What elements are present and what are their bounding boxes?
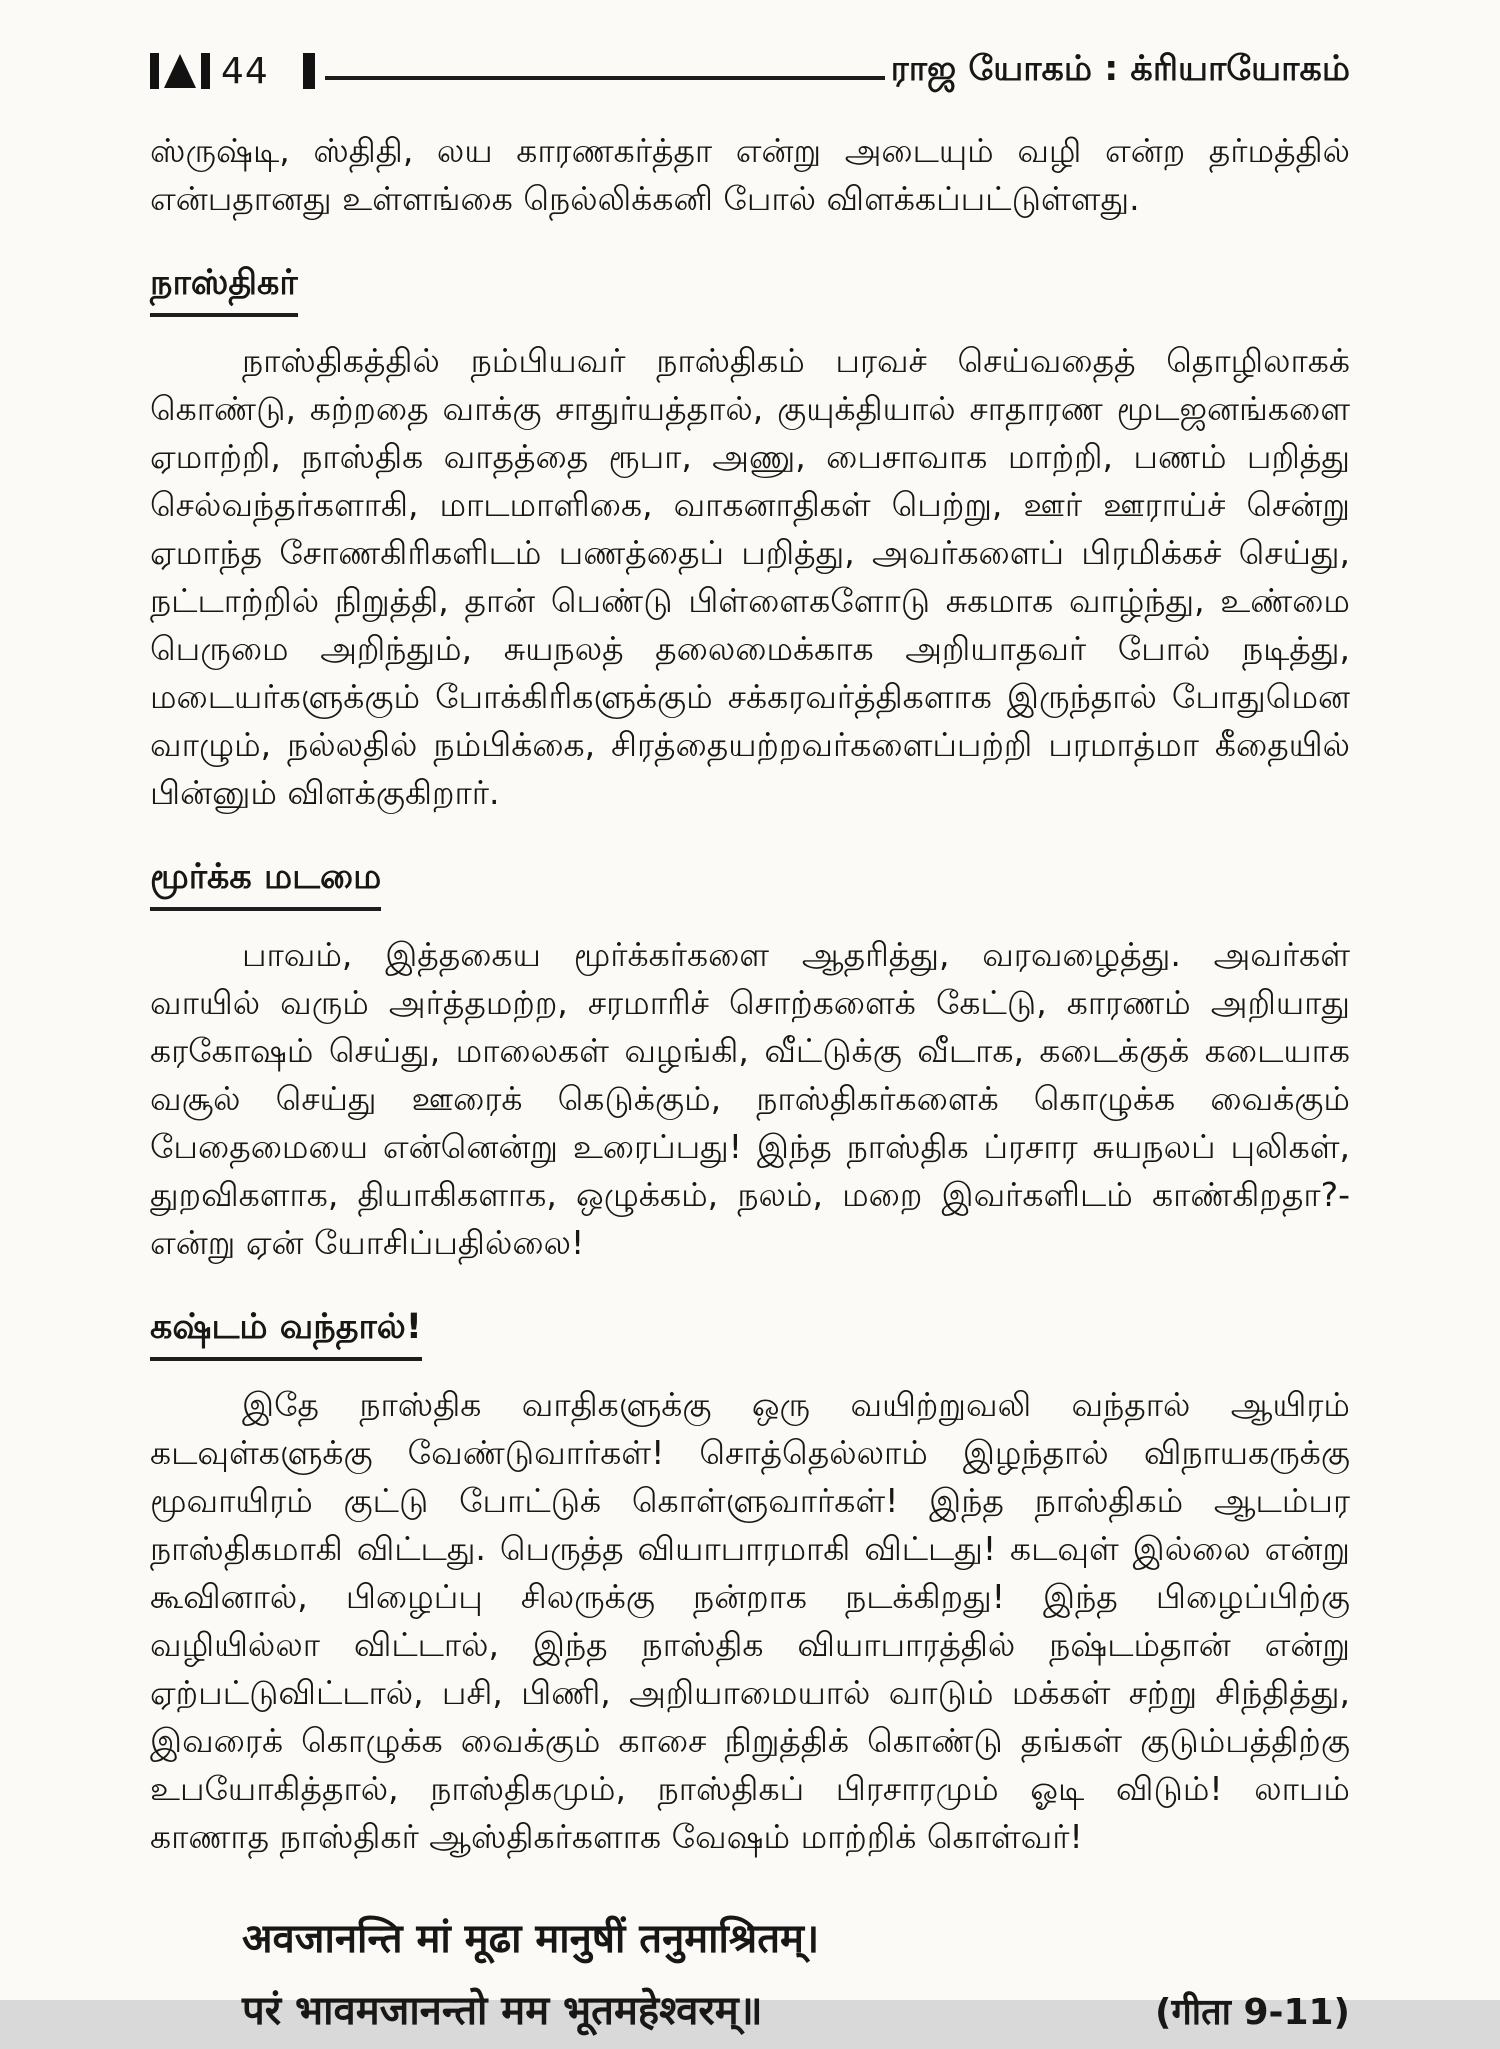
bar-icon <box>201 53 210 89</box>
section-heading: நாஸ்திகர் <box>150 263 298 317</box>
section-kashtam-vandhal <box>150 1267 1350 1861</box>
section-nastikar <box>150 223 1350 817</box>
section-paragraph: பாவம், இத்தகைய மூர்க்கர்களை ஆதரித்து, வரவழைத்து. அவர்கள் வாயில் வரும் அர்த்தமற்ற, சரமாரிச் சொற்களைக் கேட்டு, காரணம் அறியாது கரகோஷம் செய்து, மாலைகள் வழங்கி, வீட்டுக்கு வீடாக, கடைக்குக் கடையாக வசூல் செய்து ஊரைக் கெடுக்கும், நாஸ்திகர்களைக் கொழுக்க வைக்கும் பேதைமையை என்னென்று உரைப்பது! இந்த நாஸ்திக ப்ரசார சுயநலப் புலிகள், துறவிகளாக, தியாகிகளாக, ஒழுக்கம், நலம், மறை இவர்களிடம் காண்கிறதா?- என்று ஏன் யோசிப்பதில்லை! <box>150 935 1350 1262</box>
page-header <box>150 45 1350 97</box>
intro-paragraph: ஸ்ருஷ்டி, ஸ்திதி, லய காரணகர்த்தா என்று அடையும் வழி என்ற தர்மத்தில் என்பதானது உள்ளங்கை நெல்லிக்கனி போல் விளக்கப்பட்டுள்ளது. <box>150 131 1350 218</box>
verse-citation: (गीता 9-11) <box>1155 1992 1350 2033</box>
section-heading: மூர்க்க மடமை <box>150 857 381 911</box>
triangle-icon <box>164 54 196 88</box>
verse-line-2: परं भावमजानन्तो मम भूतमहेश्वरम्॥ <box>242 1988 763 2034</box>
header-rule <box>325 76 885 80</box>
section-moorkka-madamai <box>150 817 1350 1267</box>
bar-icon <box>303 53 315 89</box>
bar-icon <box>150 53 159 89</box>
section-paragraph: நாஸ்திகத்தில் நம்பியவர் நாஸ்திகம் பரவச் செய்வதைத் தொழிலாகக் கொண்டு, கற்றதை வாக்கு சாதுர்யத்தால், குயுக்தியால் சாதாரண மூடஜனங்களை ஏமாற்றி, நாஸ்திக வாதத்தை ரூபா, அணு, பைசாவாக மாற்றி, பணம் பறித்து செல்வந்தர்களாகி, மாடமாளிகை, வாகனாதிகள் பெற்று, ஊர் ஊராய்ச் சென்று ஏமாந்த சோணகிரிகளிடம் பணத்தைப் பறித்து, அவர்களைப் பிரமிக்கச் செய்து, நட்டாற்றில் நிறுத்தி, தான் பெண்டு பிள்ளைகளோடு சுகமாக வாழ்ந்து, உண்மை பெருமை அறிந்தும், சுயநலத் தலைமைக்காக அறியாதவர் போல் நடித்து, மடையர்களுக்கும் போக்கிரிகளுக்கும் சக்கரவர்த்திகளாக இருந்தால் போதுமென வாழும், நல்லதில் நம்பிக்கை, சிரத்தையற்றவர்களைப்பற்றி பரமாத்மா கீதையில் பின்னும் விளக்குகிறார். <box>150 341 1350 812</box>
sanskrit-verse <box>150 1903 1350 2049</box>
page-number: 44 <box>221 50 269 92</box>
page-header-title: ராஜ யோகம் : க்ரியாயோகம் <box>890 49 1350 89</box>
verse-line-1: अवजानन्ति मां मूढा मानुषीं तनुमाश्रितम्। <box>242 1916 820 1962</box>
section-heading: கஷ்டம் வந்தால்! <box>150 1307 422 1361</box>
section-paragraph: இதே நாஸ்திக வாதிகளுக்கு ஒரு வயிற்றுவலி வந்தால் ஆயிரம் கடவுள்களுக்கு வேண்டுவார்கள்! சொத்தெல்லாம் இழந்தால் விநாயகருக்கு மூவாயிரம் குட்டு போட்டுக் கொள்ளுவார்கள்! இந்த நாஸ்திகம் ஆடம்பர நாஸ்திகமாகி விட்டது. பெருத்த வியாபாரமாகி விட்டது! கடவுள் இல்லை என்று கூவினால், பிழைப்பு சிலருக்கு நன்றாக நடக்கிறது! இந்த பிழைப்பிற்கு வழியில்லா விட்டால், இந்த நாஸ்திக வியாபாரத்தில் நஷ்டம்தான் என்று ஏற்பட்டுவிட்டால், பசி, பிணி, அறியாமையால் வாடும் மக்கள் சற்று சிந்தித்து, இவரைக் கொழுக்க வைக்கும் காசை நிறுத்திக் கொண்டு தங்கள் குடும்பத்திற்கு உபயோகித்தால், நாஸ்திகமும், நாஸ்திகப் பிரசாரமும் ஓடி விடும்! லாபம் காணாத நாஸ்திகர் ஆஸ்திகர்களாக வேஷம் மாற்றிக் கொள்வர்! <box>150 1385 1350 1856</box>
verse-line-2-row <box>242 1975 1350 2049</box>
